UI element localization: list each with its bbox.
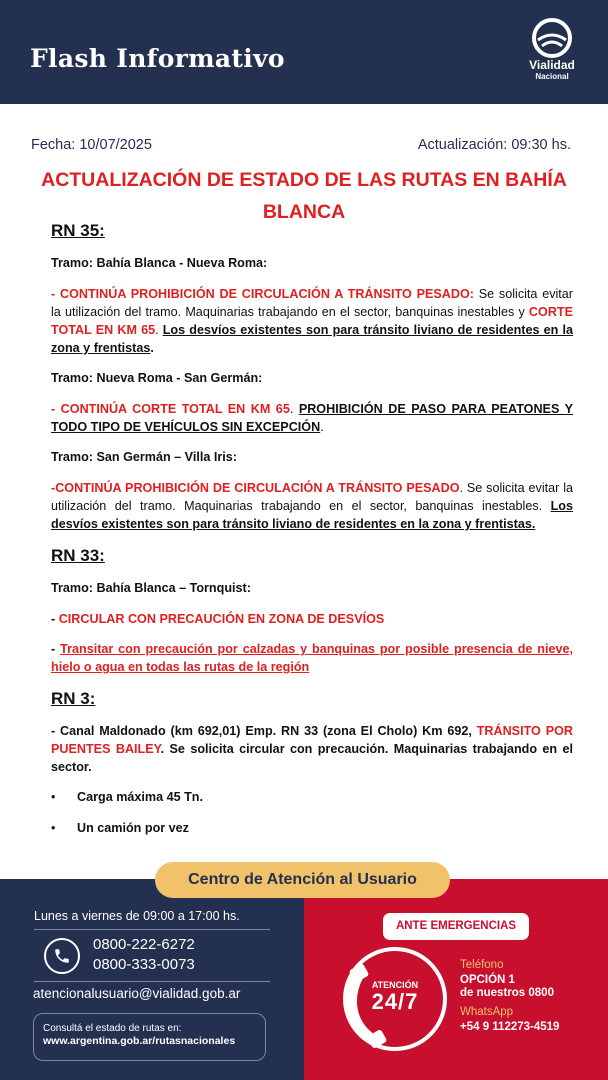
whatsapp-label: WhatsApp: [460, 1006, 514, 1018]
rn3-heading: RN 3:: [51, 689, 96, 708]
consult-url-link[interactable]: www.argentina.gob.ar/rutasnacionales: [43, 1035, 236, 1047]
rn35-t3-alert: -CONTINÚA PROHIBICIÓN DE CIRCULACIÓN A TRÁNSITO PESADO: [51, 481, 460, 495]
rn33-precaucion: [51, 640, 573, 676]
rn33-p1-text: CIRCULAR CON PRECAUCIÓN EN ZONA DE DESVÍOS: [58, 612, 385, 626]
attention-24-7-badge: [339, 944, 451, 1054]
rn35-tramo-1-text: [51, 285, 573, 357]
atencion-usuario-banner: Centro de Atención al Usuario: [155, 862, 450, 898]
document-body: [51, 220, 573, 850]
rn35-t1-corte: CORTE TOTAL EN KM 65: [51, 305, 573, 337]
phone-number-1[interactable]: 0800-222-6272: [93, 936, 195, 953]
update-time-label: Actualización: 09:30 hs.: [417, 137, 571, 153]
rn35-tramo-2: Tramo: Nueva Roma - San Germán:: [51, 371, 263, 385]
rn35-t1-end: .: [150, 341, 154, 355]
rn33-p1-dash: -: [51, 612, 59, 626]
phone-number-2[interactable]: 0800-333-0073: [93, 956, 195, 973]
rn35-tramo-3: Tramo: San Germán – Villa Iris:: [51, 450, 237, 464]
rn3-p1: - Canal Maldonado (km 692,01) Emp. RN 33 (zona El Cholo) Km 692,: [51, 724, 477, 738]
header-banner: [0, 0, 608, 104]
rn35-tramo-3-text: [51, 479, 573, 533]
telefono-label: Teléfono: [460, 959, 504, 971]
rn35-t1-text: Se solicita evitar la utilización del tramo. Maquinarias trabajando en el sector, banquinas inestables y: [51, 287, 573, 319]
telefono-option-detail: de nuestros 0800: [460, 987, 554, 999]
consult-routes-box: [33, 1013, 266, 1061]
phone-icon: [44, 938, 80, 974]
rn35-tramo-1: Tramo: Bahía Blanca - Nueva Roma:: [51, 256, 268, 270]
rn35-t2-alert: - CONTINÚA CORTE TOTAL EN KM 65: [51, 402, 290, 416]
emergency-label: ANTE EMERGENCIAS: [383, 913, 529, 940]
rn35-t1-alert: - CONTINÚA PROHIBICIÓN DE CIRCULACIÓN A TRÁNSITO PESADO:: [51, 287, 474, 301]
rn35-t2-end: .: [320, 420, 324, 434]
badge-24-7: 24/7: [371, 989, 419, 1014]
rn35-t2-sep: .: [289, 402, 299, 416]
rn35-t2-prohibicion: PROHIBICIÓN DE PASO PARA PEATONES Y TODO TIPO DE VEHÍCULOS SIN EXCEPCIÓN: [51, 402, 573, 434]
rn35-t3-text: . Se solicita evitar la utilización del tramo. Maquinarias trabajando en el sector, banquinas inestables.: [51, 481, 573, 513]
rn35-heading: RN 35:: [51, 221, 105, 240]
list-item: • Un camión por vez: [51, 819, 573, 837]
rn33-tramo: Tramo: Bahía Blanca – Tornquist:: [51, 581, 251, 595]
rn3-p1-end: . Se solicita circular con precaución. Maquinarias trabajando en el sector.: [51, 742, 573, 774]
telefono-option: OPCIÓN 1: [460, 974, 515, 986]
rn33-desvios: [51, 610, 573, 628]
divider: [34, 981, 270, 982]
contact-email[interactable]: atencionalusuario@vialidad.gob.ar: [33, 986, 241, 1001]
office-hours: Lunes a viernes de 09:00 a 17:00 hs.: [34, 909, 240, 923]
road-logo-icon: [530, 18, 574, 58]
logo-text-nacional: Nacional: [535, 72, 569, 81]
divider: [34, 929, 270, 930]
document-title: ACTUALIZACIÓN DE ESTADO DE LAS RUTAS EN BAHÍA BLANCA: [41, 169, 567, 223]
whatsapp-number[interactable]: +54 9 112273-4519: [460, 1021, 560, 1033]
vialidad-logo: [516, 18, 588, 92]
date-label: Fecha: 10/07/2025: [31, 137, 152, 153]
logo-text-vialidad: Vialidad: [529, 58, 575, 72]
rn35-t1-sep: .: [155, 323, 163, 337]
rn33-heading: RN 33:: [51, 546, 105, 565]
consult-label: Consultá el estado de rutas en:: [43, 1023, 182, 1034]
rn35-t1-desvios: Los desvíos existentes son para tránsito liviano de residentes en la zona y frentistas: [51, 323, 573, 355]
rn35-t3-desvios: Los desvíos existentes son para tránsito liviano de residentes en la zona y frentistas.: [51, 499, 573, 531]
rn3-bailey: TRÁNSITO POR PUENTES BAILEY: [51, 724, 573, 756]
header-title: Flash Informativo: [30, 44, 285, 73]
list-item: • Carga máxima 45 Tn.: [51, 788, 573, 806]
rn33-p2-text: Transitar con precaución por calzadas y banquinas por posible presencia de nieve, hielo o agua en todas las rutas de la región: [51, 642, 573, 674]
rn3-text: [51, 722, 573, 776]
badge-atencion: ATENCIÓN: [371, 980, 419, 990]
rn33-p2-dash: -: [51, 642, 61, 656]
rn35-tramo-2-text: [51, 400, 573, 436]
